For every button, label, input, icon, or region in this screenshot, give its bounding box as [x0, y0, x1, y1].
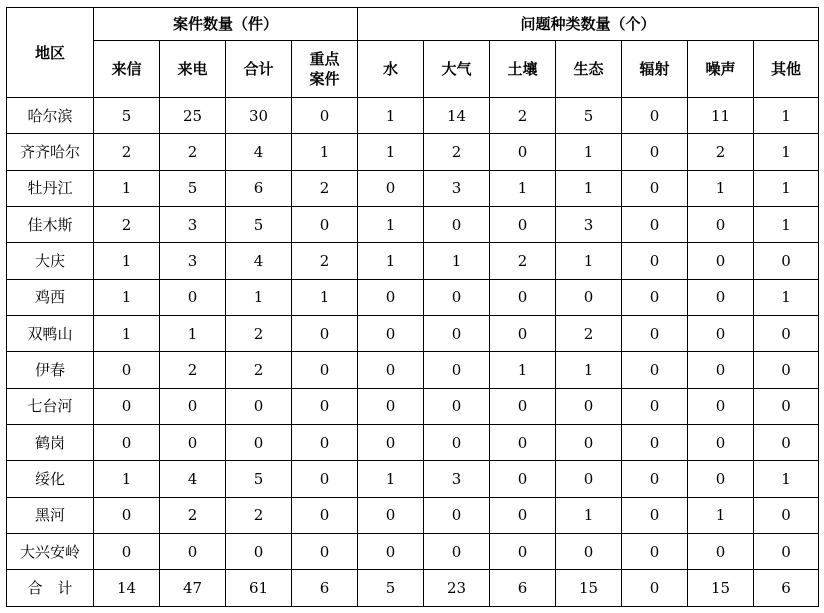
cell-ecology: 15 [556, 570, 622, 607]
cell-letter: 1 [94, 279, 160, 315]
cell-radiation: 0 [622, 170, 688, 206]
cell-soil: 0 [490, 316, 556, 352]
header-letter: 来信 [94, 41, 160, 98]
cell-radiation: 0 [622, 279, 688, 315]
cell-soil: 0 [490, 388, 556, 424]
cell-total: 4 [226, 243, 292, 279]
cell-air: 0 [424, 388, 490, 424]
cell-total: 5 [226, 207, 292, 243]
cell-air: 0 [424, 425, 490, 461]
cell-soil: 0 [490, 134, 556, 170]
cell-region: 伊春 [7, 352, 94, 388]
cell-key-case: 0 [292, 534, 358, 570]
cell-key-case: 0 [292, 388, 358, 424]
cell-water: 0 [358, 279, 424, 315]
cell-other: 1 [754, 134, 819, 170]
cell-soil: 1 [490, 352, 556, 388]
cell-ecology: 2 [556, 316, 622, 352]
cell-call: 0 [160, 425, 226, 461]
header-key-case [292, 41, 358, 98]
cell-letter: 2 [94, 207, 160, 243]
cell-noise: 0 [688, 207, 754, 243]
cell-air: 14 [424, 98, 490, 134]
cell-other: 6 [754, 570, 819, 607]
cell-ecology: 1 [556, 352, 622, 388]
cell-region: 大兴安岭 [7, 534, 94, 570]
cell-key-case: 2 [292, 243, 358, 279]
cell-letter: 5 [94, 98, 160, 134]
cell-key-case: 0 [292, 316, 358, 352]
cell-key-case: 1 [292, 134, 358, 170]
cell-other: 0 [754, 534, 819, 570]
cell-other: 1 [754, 279, 819, 315]
cell-call: 47 [160, 570, 226, 607]
cell-water: 1 [358, 134, 424, 170]
cell-soil: 0 [490, 534, 556, 570]
cell-noise: 15 [688, 570, 754, 607]
cell-total: 0 [226, 388, 292, 424]
cell-other: 1 [754, 207, 819, 243]
cell-letter: 0 [94, 388, 160, 424]
cell-noise: 0 [688, 461, 754, 497]
header-total: 合计 [226, 41, 292, 98]
cell-letter: 1 [94, 170, 160, 206]
cell-key-case: 0 [292, 461, 358, 497]
table-row [7, 98, 819, 134]
cell-call: 3 [160, 243, 226, 279]
cell-total: 2 [226, 316, 292, 352]
table-row [7, 497, 819, 533]
cell-region: 黑河 [7, 497, 94, 533]
cell-call: 1 [160, 316, 226, 352]
cell-water: 0 [358, 497, 424, 533]
cell-water: 0 [358, 170, 424, 206]
cell-radiation: 0 [622, 570, 688, 607]
header-call: 来电 [160, 41, 226, 98]
header-key-case-line2: 案件 [309, 70, 340, 88]
cell-soil: 0 [490, 279, 556, 315]
cell-call: 2 [160, 497, 226, 533]
cell-total: 0 [226, 425, 292, 461]
cell-total: 5 [226, 461, 292, 497]
cell-other: 0 [754, 352, 819, 388]
cell-air: 23 [424, 570, 490, 607]
cell-call: 4 [160, 461, 226, 497]
header-ecology: 生态 [556, 41, 622, 98]
cell-region: 双鸭山 [7, 316, 94, 352]
header-noise: 噪声 [688, 41, 754, 98]
cell-key-case: 0 [292, 497, 358, 533]
cell-other: 0 [754, 243, 819, 279]
cell-water: 0 [358, 534, 424, 570]
table-row [7, 170, 819, 206]
cell-air: 0 [424, 207, 490, 243]
header-other: 其他 [754, 41, 819, 98]
table-row [7, 570, 819, 607]
cell-ecology: 0 [556, 279, 622, 315]
cell-ecology: 0 [556, 534, 622, 570]
table-row [7, 134, 819, 170]
cell-letter: 0 [94, 352, 160, 388]
cell-noise: 0 [688, 352, 754, 388]
cell-other: 0 [754, 316, 819, 352]
cell-key-case: 6 [292, 570, 358, 607]
table-body [7, 98, 819, 607]
cell-key-case: 0 [292, 207, 358, 243]
cell-soil: 1 [490, 170, 556, 206]
cell-water: 0 [358, 425, 424, 461]
cell-ecology: 5 [556, 98, 622, 134]
cell-soil: 2 [490, 98, 556, 134]
cell-ecology: 1 [556, 134, 622, 170]
cell-water: 0 [358, 316, 424, 352]
cell-letter: 1 [94, 243, 160, 279]
cell-noise: 0 [688, 425, 754, 461]
cell-other: 1 [754, 461, 819, 497]
table-row [7, 388, 819, 424]
cell-key-case: 0 [292, 98, 358, 134]
cell-noise: 0 [688, 316, 754, 352]
cell-other: 1 [754, 170, 819, 206]
cell-soil: 2 [490, 243, 556, 279]
cell-other: 1 [754, 98, 819, 134]
cell-noise: 2 [688, 134, 754, 170]
cell-region: 哈尔滨 [7, 98, 94, 134]
cell-total: 0 [226, 534, 292, 570]
cell-ecology: 0 [556, 461, 622, 497]
cell-soil: 0 [490, 461, 556, 497]
cell-letter: 0 [94, 534, 160, 570]
table-row [7, 243, 819, 279]
cell-other: 0 [754, 388, 819, 424]
header-key-case-line1: 重点 [309, 50, 340, 68]
header-issue-type-group: 问题种类数量（个） [358, 8, 819, 41]
table-row [7, 534, 819, 570]
cell-call: 0 [160, 279, 226, 315]
cell-noise: 1 [688, 497, 754, 533]
cell-soil: 0 [490, 425, 556, 461]
cell-air: 0 [424, 497, 490, 533]
cell-water: 5 [358, 570, 424, 607]
cell-region: 鸡西 [7, 279, 94, 315]
cell-radiation: 0 [622, 98, 688, 134]
cell-call: 25 [160, 98, 226, 134]
cell-water: 1 [358, 461, 424, 497]
cell-air: 3 [424, 461, 490, 497]
cell-total: 61 [226, 570, 292, 607]
cell-key-case: 2 [292, 170, 358, 206]
table-row [7, 316, 819, 352]
cell-radiation: 0 [622, 534, 688, 570]
cell-total: 1 [226, 279, 292, 315]
cell-air: 0 [424, 352, 490, 388]
cell-region: 鹤岗 [7, 425, 94, 461]
cell-ecology: 3 [556, 207, 622, 243]
cell-water: 1 [358, 243, 424, 279]
cell-radiation: 0 [622, 461, 688, 497]
cell-region: 牡丹江 [7, 170, 94, 206]
cell-noise: 1 [688, 170, 754, 206]
cell-total: 2 [226, 352, 292, 388]
cell-region: 七台河 [7, 388, 94, 424]
cell-air: 2 [424, 134, 490, 170]
cell-water: 0 [358, 388, 424, 424]
cell-air: 0 [424, 316, 490, 352]
cell-water: 0 [358, 352, 424, 388]
header-case-count-group: 案件数量（件） [94, 8, 358, 41]
cell-radiation: 0 [622, 425, 688, 461]
cell-noise: 0 [688, 534, 754, 570]
cell-other: 0 [754, 425, 819, 461]
cell-ecology: 0 [556, 388, 622, 424]
cell-region: 合 计 [7, 570, 94, 607]
statistics-table [6, 7, 819, 607]
table-row [7, 207, 819, 243]
cell-air: 0 [424, 279, 490, 315]
cell-call: 0 [160, 388, 226, 424]
cell-water: 1 [358, 98, 424, 134]
cell-noise: 0 [688, 388, 754, 424]
header-region: 地区 [7, 8, 94, 98]
cell-region: 绥化 [7, 461, 94, 497]
header-radiation: 辐射 [622, 41, 688, 98]
cell-key-case: 0 [292, 425, 358, 461]
cell-radiation: 0 [622, 134, 688, 170]
cell-call: 0 [160, 534, 226, 570]
cell-total: 2 [226, 497, 292, 533]
cell-region: 大庆 [7, 243, 94, 279]
cell-noise: 11 [688, 98, 754, 134]
cell-key-case: 0 [292, 352, 358, 388]
cell-water: 1 [358, 207, 424, 243]
cell-air: 1 [424, 243, 490, 279]
header-soil: 土壤 [490, 41, 556, 98]
cell-call: 3 [160, 207, 226, 243]
cell-soil: 6 [490, 570, 556, 607]
table-row [7, 425, 819, 461]
cell-total: 4 [226, 134, 292, 170]
header-air: 大气 [424, 41, 490, 98]
cell-letter: 1 [94, 316, 160, 352]
table-row [7, 461, 819, 497]
cell-soil: 0 [490, 207, 556, 243]
cell-ecology: 0 [556, 425, 622, 461]
cell-radiation: 0 [622, 316, 688, 352]
cell-call: 2 [160, 352, 226, 388]
cell-letter: 0 [94, 425, 160, 461]
cell-soil: 0 [490, 497, 556, 533]
cell-ecology: 1 [556, 243, 622, 279]
cell-call: 5 [160, 170, 226, 206]
table-row [7, 279, 819, 315]
cell-noise: 0 [688, 243, 754, 279]
cell-radiation: 0 [622, 388, 688, 424]
cell-ecology: 1 [556, 497, 622, 533]
cell-letter: 14 [94, 570, 160, 607]
cell-air: 0 [424, 534, 490, 570]
cell-total: 6 [226, 170, 292, 206]
cell-radiation: 0 [622, 497, 688, 533]
table-row [7, 352, 819, 388]
cell-letter: 1 [94, 461, 160, 497]
cell-call: 2 [160, 134, 226, 170]
cell-radiation: 0 [622, 207, 688, 243]
cell-air: 3 [424, 170, 490, 206]
cell-ecology: 1 [556, 170, 622, 206]
cell-letter: 2 [94, 134, 160, 170]
cell-region: 齐齐哈尔 [7, 134, 94, 170]
cell-region: 佳木斯 [7, 207, 94, 243]
cell-total: 30 [226, 98, 292, 134]
cell-radiation: 0 [622, 243, 688, 279]
cell-other: 0 [754, 497, 819, 533]
cell-noise: 0 [688, 279, 754, 315]
cell-key-case: 1 [292, 279, 358, 315]
cell-letter: 0 [94, 497, 160, 533]
header-water: 水 [358, 41, 424, 98]
cell-radiation: 0 [622, 352, 688, 388]
